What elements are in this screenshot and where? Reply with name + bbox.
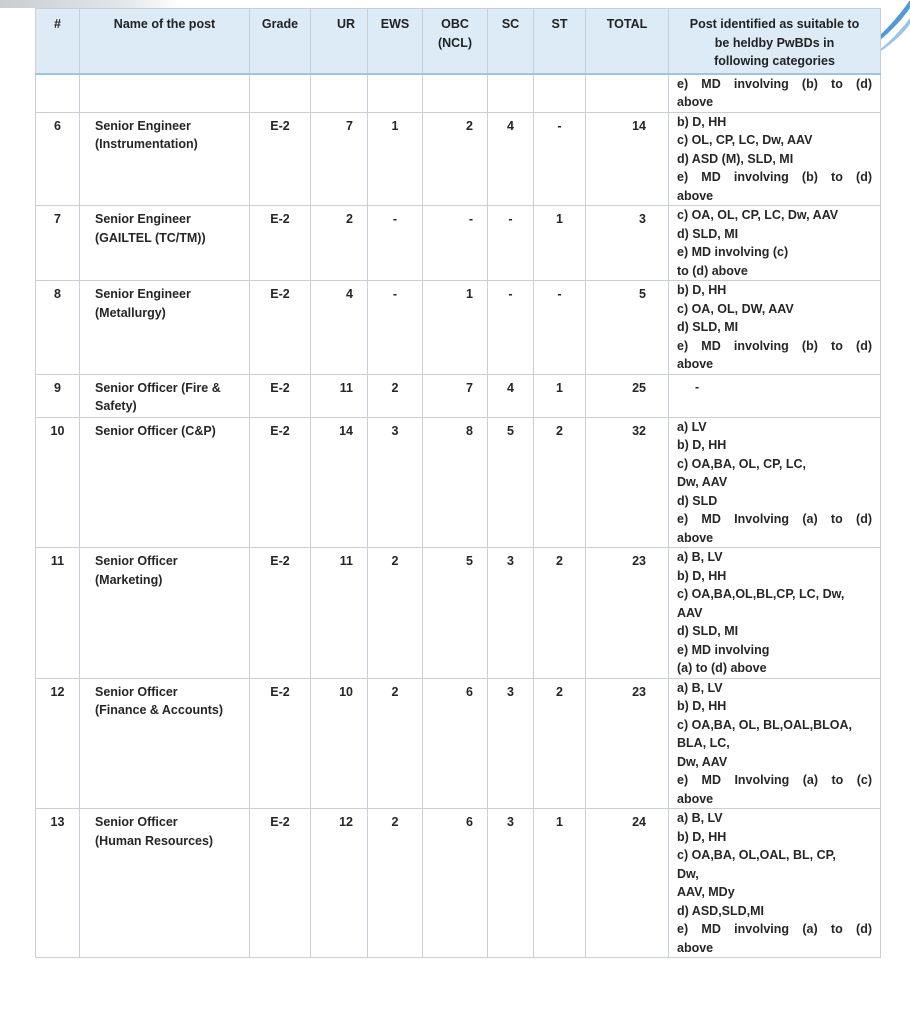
pwbd-category-line: c) OA, OL, DW, AAV xyxy=(677,301,794,316)
post-name-line: Senior Officer (C&P) xyxy=(95,423,216,438)
header-st: ST xyxy=(534,9,586,74)
pwbd-category-line: AAV, MDy xyxy=(677,885,735,899)
header-categories xyxy=(669,9,881,74)
pwbd-category-line: b) D, HH xyxy=(677,438,727,452)
total-count-cell: 25 xyxy=(586,374,669,417)
header-total: TOTAL xyxy=(586,9,669,74)
obc-count-cell: 7 xyxy=(423,374,488,417)
grade-cell: E-2 xyxy=(250,417,311,548)
post-name-line: Senior Officer xyxy=(95,554,178,568)
header-grade: Grade xyxy=(250,9,311,74)
grade-cell: E-2 xyxy=(250,548,311,679)
total-count-cell: 14 xyxy=(586,112,669,206)
post-name-line: Senior Officer (Fire & xyxy=(95,380,221,395)
grade-cell: E-2 xyxy=(250,374,311,417)
sc-count-cell: 4 xyxy=(488,374,534,417)
total-count-cell: 23 xyxy=(586,548,669,679)
ews-count-cell: 2 xyxy=(368,374,423,417)
pwbd-category-line: e) MD involving (a) to (d) xyxy=(677,922,872,936)
pwbd-category-line: a) B, LV xyxy=(677,680,723,695)
grade-cell: E-2 xyxy=(250,112,311,206)
header-name: Name of the post xyxy=(80,9,250,74)
pwbd-category-line: b) D, HH xyxy=(677,829,727,844)
pwbd-category-line: d) SLD xyxy=(677,493,718,508)
sc-count-cell: 3 xyxy=(488,548,534,679)
table-header xyxy=(36,9,881,74)
post-name-line: (Instrumentation) xyxy=(95,137,198,151)
pwbd-category-line: c) OA,BA,OL,BL,CP, LC, Dw, xyxy=(677,587,845,601)
pwbd-categories-cell xyxy=(669,112,881,206)
pwbd-category-line: d) SLD, MI xyxy=(677,624,739,638)
pwbd-category-line: c) OA,BA, OL,OAL, BL, CP, xyxy=(677,848,836,862)
pwbd-category-line: a) B, LV xyxy=(677,811,723,825)
pwbd-category-line: above xyxy=(677,530,714,545)
pwbd-categories-cell xyxy=(669,206,881,281)
ews-count-cell: - xyxy=(368,206,423,281)
post-name-cell xyxy=(80,112,250,206)
pwbd-category-line: - xyxy=(695,379,700,394)
pwbd-category-line: to (d) above xyxy=(677,263,748,278)
table-body xyxy=(36,74,881,958)
pwbd-category-line: AAV xyxy=(677,605,703,620)
post-name-line: Senior Engineer xyxy=(95,118,191,133)
pwbd-category-line: above xyxy=(677,188,714,203)
row-number-cell: 12 xyxy=(36,678,80,809)
st-count-cell xyxy=(534,74,586,113)
post-name-cell xyxy=(80,809,250,958)
pwbd-category-line: e) MD involving (b) to (d) xyxy=(677,76,872,91)
post-name-cell xyxy=(80,206,250,281)
pwbd-categories-cell xyxy=(669,281,881,375)
header-categories-line2: be heldby PwBDs in xyxy=(714,35,835,50)
pwbd-category-line: c) OL, CP, LC, Dw, AAV xyxy=(677,133,813,147)
header-num: # xyxy=(36,9,80,74)
post-vacancy-table xyxy=(35,8,881,958)
header-sc: SC xyxy=(488,9,534,74)
table-row xyxy=(36,112,881,206)
post-name-line: (Metallurgy) xyxy=(95,305,166,320)
pwbd-category-line: BLA, LC, xyxy=(677,736,730,750)
st-count-cell: 1 xyxy=(534,374,586,417)
obc-count-cell: 8 xyxy=(423,417,488,548)
header-obc xyxy=(423,9,488,74)
pwbd-category-line: c) OA,BA, OL, BL,OAL,BLOA, xyxy=(677,717,852,732)
pwbd-categories-cell xyxy=(669,417,881,548)
pwbd-categories-cell xyxy=(669,74,881,113)
ur-count-cell: 7 xyxy=(311,112,368,206)
header-obc-line2: (NCL) xyxy=(437,35,472,50)
post-name-cell xyxy=(80,678,250,809)
table-row xyxy=(36,206,881,281)
row-number-cell: 8 xyxy=(36,281,80,375)
pwbd-category-line: b) D, HH xyxy=(677,699,727,713)
row-number-cell xyxy=(36,74,80,113)
pwbd-category-line: a) LV xyxy=(677,419,707,434)
pwbd-category-line: c) OA, OL, CP, LC, Dw, AAV xyxy=(677,208,839,222)
obc-count-cell xyxy=(423,74,488,113)
pwbd-category-line: d) SLD, MI xyxy=(677,320,739,334)
pwbd-category-line: e) MD involving xyxy=(677,642,770,657)
header-obc-line1: OBC xyxy=(441,17,469,31)
obc-count-cell: 6 xyxy=(423,678,488,809)
pwbd-category-line: e) MD Involving (a) to (c) xyxy=(677,773,872,787)
obc-count-cell: 5 xyxy=(423,548,488,679)
sc-count-cell: - xyxy=(488,206,534,281)
row-number-cell: 11 xyxy=(36,548,80,679)
ews-count-cell: 2 xyxy=(368,548,423,679)
row-number-cell: 10 xyxy=(36,417,80,548)
total-count-cell: 5 xyxy=(586,281,669,375)
header-ur: UR xyxy=(311,9,368,74)
grade-cell: E-2 xyxy=(250,206,311,281)
pwbd-categories-cell xyxy=(669,678,881,809)
ur-count-cell: 11 xyxy=(311,548,368,679)
st-count-cell: 2 xyxy=(534,548,586,679)
pwbd-category-line: d) SLD, MI xyxy=(677,226,739,241)
total-count-cell: 32 xyxy=(586,417,669,548)
post-name-cell xyxy=(80,74,250,113)
table-row xyxy=(36,548,881,679)
obc-count-cell: 1 xyxy=(423,281,488,375)
post-name-cell xyxy=(80,281,250,375)
pwbd-category-line: d) ASD (M), SLD, MI xyxy=(677,151,794,166)
sc-count-cell: 4 xyxy=(488,112,534,206)
pwbd-category-line: Dw, xyxy=(677,866,699,881)
table-row xyxy=(36,809,881,958)
row-number-cell: 6 xyxy=(36,112,80,206)
st-count-cell: 2 xyxy=(534,417,586,548)
ews-count-cell: 1 xyxy=(368,112,423,206)
top-edge-shading xyxy=(0,0,180,8)
table-row xyxy=(36,678,881,809)
pwbd-category-line: e) MD Involving (a) to (d) xyxy=(677,512,872,526)
table-row xyxy=(36,417,881,548)
pwbd-category-line: d) ASD,SLD,MI xyxy=(677,903,765,918)
st-count-cell: 2 xyxy=(534,678,586,809)
pwbd-category-line: a) B, LV xyxy=(677,550,723,564)
post-name-line: Senior Officer xyxy=(95,815,178,829)
post-name-line: (Human Resources) xyxy=(95,833,214,848)
obc-count-cell: - xyxy=(423,206,488,281)
post-name-cell xyxy=(80,548,250,679)
pwbd-category-line: c) OA,BA, OL, CP, LC, xyxy=(677,456,806,471)
sc-count-cell: - xyxy=(488,281,534,375)
pwbd-categories-cell xyxy=(669,548,881,679)
post-name-line: (GAILTEL (TC/TM)) xyxy=(95,230,206,245)
recruitment-table-container xyxy=(35,8,880,958)
pwbd-category-line: b) D, HH xyxy=(677,283,727,297)
pwbd-category-line: (a) to (d) above xyxy=(677,661,767,675)
ur-count-cell xyxy=(311,74,368,113)
st-count-cell: - xyxy=(534,112,586,206)
post-name-line: Senior Officer xyxy=(95,684,178,699)
obc-count-cell: 2 xyxy=(423,112,488,206)
post-name-cell xyxy=(80,374,250,417)
header-categories-line3: following categories xyxy=(714,54,835,68)
ews-count-cell: 3 xyxy=(368,417,423,548)
header-ews: EWS xyxy=(368,9,423,74)
sc-count-cell: 3 xyxy=(488,678,534,809)
sc-count-cell: 5 xyxy=(488,417,534,548)
ews-count-cell: 2 xyxy=(368,809,423,958)
pwbd-categories-cell xyxy=(669,809,881,958)
post-name-cell xyxy=(80,417,250,548)
table-row xyxy=(36,281,881,375)
pwbd-category-line: e) MD involving (b) to (d) xyxy=(677,170,872,184)
ews-count-cell: 2 xyxy=(368,678,423,809)
total-count-cell: 24 xyxy=(586,809,669,958)
table-row xyxy=(36,374,881,417)
row-number-cell: 13 xyxy=(36,809,80,958)
pwbd-category-line: above xyxy=(677,95,714,109)
ur-count-cell: 4 xyxy=(311,281,368,375)
grade-cell xyxy=(250,74,311,113)
ur-count-cell: 2 xyxy=(311,206,368,281)
ur-count-cell: 14 xyxy=(311,417,368,548)
ur-count-cell: 10 xyxy=(311,678,368,809)
total-count-cell: 23 xyxy=(586,678,669,809)
header-row xyxy=(36,9,881,74)
st-count-cell: 1 xyxy=(534,809,586,958)
post-name-line: (Finance & Accounts) xyxy=(95,703,224,717)
pwbd-category-line: b) D, HH xyxy=(677,114,727,129)
total-count-cell xyxy=(586,74,669,113)
sc-count-cell: 3 xyxy=(488,809,534,958)
pwbd-category-line: Dw, AAV xyxy=(677,475,728,489)
ews-count-cell xyxy=(368,74,423,113)
post-name-line: Senior Engineer xyxy=(95,287,191,301)
post-name-line: Safety) xyxy=(95,399,137,413)
ews-count-cell: - xyxy=(368,281,423,375)
post-name-line: (Marketing) xyxy=(95,572,163,587)
pwbd-category-line: b) D, HH xyxy=(677,568,727,583)
row-number-cell: 9 xyxy=(36,374,80,417)
grade-cell: E-2 xyxy=(250,281,311,375)
grade-cell: E-2 xyxy=(250,678,311,809)
pwbd-category-line: e) MD involving (c) xyxy=(677,245,789,259)
row-number-cell: 7 xyxy=(36,206,80,281)
pwbd-category-line: above xyxy=(677,940,714,955)
obc-count-cell: 6 xyxy=(423,809,488,958)
total-count-cell: 3 xyxy=(586,206,669,281)
header-categories-line1: Post identified as suitable to xyxy=(689,17,860,31)
ur-count-cell: 12 xyxy=(311,809,368,958)
pwbd-category-line: above xyxy=(677,357,714,371)
pwbd-categories-cell xyxy=(669,374,881,417)
st-count-cell: 1 xyxy=(534,206,586,281)
pwbd-category-line: e) MD involving (b) to (d) xyxy=(677,338,872,353)
grade-cell: E-2 xyxy=(250,809,311,958)
pwbd-category-line: Dw, AAV xyxy=(677,754,728,769)
post-name-line: Senior Engineer xyxy=(95,212,191,226)
sc-count-cell xyxy=(488,74,534,113)
ur-count-cell: 11 xyxy=(311,374,368,417)
pwbd-category-line: above xyxy=(677,791,714,806)
table-row xyxy=(36,74,881,113)
st-count-cell: - xyxy=(534,281,586,375)
